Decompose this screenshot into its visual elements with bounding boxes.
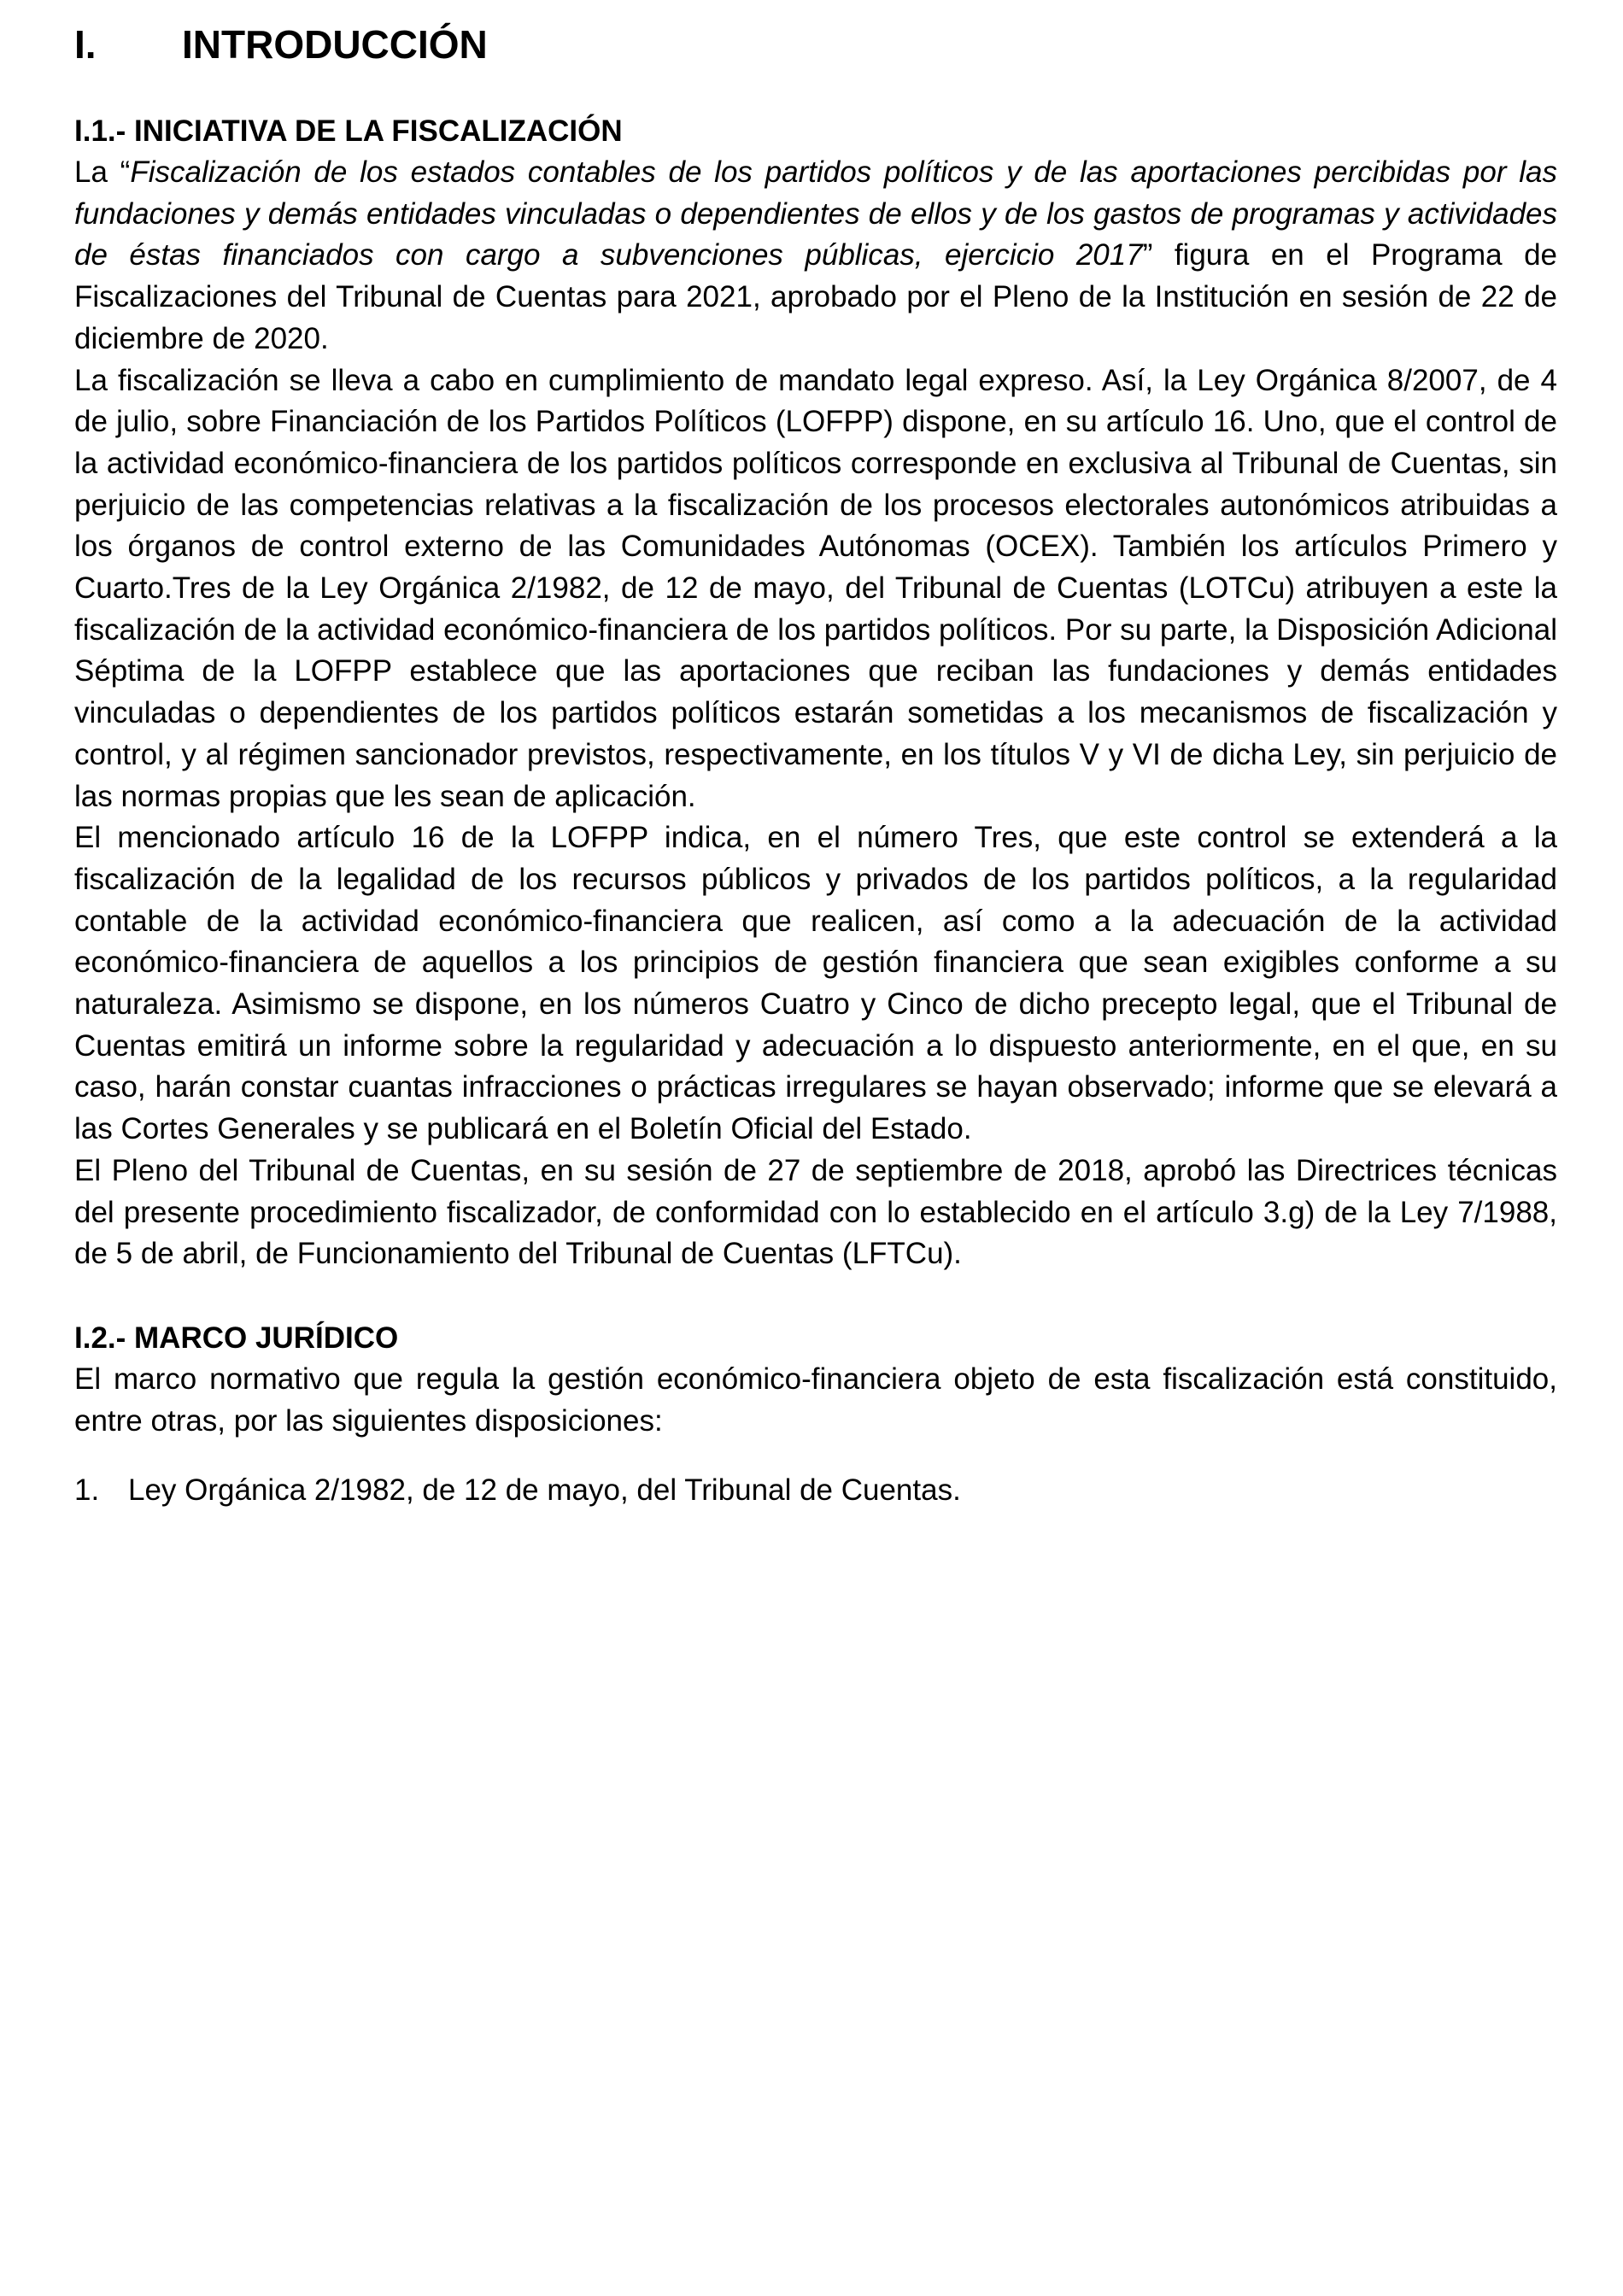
paragraph-prefix: La “: [74, 155, 131, 189]
paragraph-mandato-legal: La fiscalización se lleva a cabo en cumplimiento de mandato legal expreso. Así, la Ley Orgánica 8/2007, de 4 de julio, sobre Financiación de los Partidos Políticos (LOFPP) dispone, en su artículo 16. Uno, que el control de la actividad económico-financiera de los partidos políticos corresponde en exclusiva al Tribunal de Cuentas, sin perjuicio de las competencias relativas a la fiscalización de los procesos electorales autonómicos atribuidas a los órganos de control externo de las Comunidades Autónomas (OCEX). También los artículos Primero y Cuarto.Tres de la Ley Orgánica 2/1982, de 12 de mayo, del Tribunal de Cuentas (LOTCu) atribuyen a este la fiscalización de la actividad económico-financiera de los partidos políticos. Por su parte, la Disposición Adicional Séptima de la LOFPP establece que las aportaciones que reciban las fundaciones y demás entidades vinculadas o dependientes de los partidos políticos estarán sometidas a los mecanismos de fiscalización y control, y al régimen sancionador previstos, respectivamente, en los títulos V y VI de dicha Ley, sin perjuicio de las normas propias que les sean de aplicación.: [74, 363, 1557, 813]
chapter-title-text: INTRODUCCIÓN: [182, 22, 488, 67]
chapter-title: [74, 19, 1557, 70]
paragraph-directrices: El Pleno del Tribunal de Cuentas, en su sesión de 27 de septiembre de 2018, aprobó las Directrices técnicas del presente procedimiento fiscalizador, de conformidad con lo establecido en el artículo 3.g) de la Ley 7/1988, de 5 de abril, de Funcionamiento del Tribunal de Cuentas (LFTCu).: [74, 1153, 1557, 1271]
list-item-number: 1.: [74, 1473, 100, 1508]
disposiciones-list: [74, 1470, 1557, 1512]
fiscalization-title-italic: Fiscalización de los estados contables de los partidos políticos y de las aportaciones percibidas por las fundaciones y demás entidades vinculadas o dependientes de ellos y de los gastos de programas y actividades de éstas financiados con cargo a subvenciones públicas, ejercicio 2017: [74, 155, 1558, 272]
paragraph-marco-normativo: El marco normativo que regula la gestión económico-financiera objeto de esta fiscalización está constituido, entre otras, por las siguientes disposiciones:: [74, 1362, 1557, 1438]
section-heading-marco-juridico: I.2.- MARCO JURÍDICO: [74, 1321, 399, 1355]
paragraph-iniciativa: [74, 152, 1557, 360]
paragraph-articulo-16: El mencionado artículo 16 de la LOFPP indica, en el número Tres, que este control se extenderá a la fiscalización de la legalidad de los recursos públicos y privados de los partidos políticos, a la regularidad contable de la actividad económico-financiera que realicen, así como a la adecuación de la actividad económico-financiera de aquellos a los principios de gestión financiera que sean exigibles conforme a su naturaleza. Asimismo se dispone, en los números Cuatro y Cinco de dicho precepto legal, que el Tribunal de Cuentas emitirá un informe sobre la regularidad y adecuación a lo dispuesto anteriormente, en el que, en su caso, harán constar cuantas infracciones o prácticas irregulares se hayan observado; informe que se elevará a las Cortes Generales y se publicará en el Boletín Oficial del Estado.: [74, 821, 1557, 1146]
paragraph-suffix: ” figura en el Programa de Fiscalizaciones del Tribunal de Cuentas para 2021, aprobado por el Pleno de la Institución en sesión de 22 de diciembre de 2020.: [74, 238, 1558, 355]
list-item: [74, 1470, 1557, 1512]
section-heading-iniciativa: I.1.- INICIATIVA DE LA FISCALIZACIÓN: [74, 114, 623, 148]
document-page: [74, 19, 1557, 1512]
list-item-text: Ley Orgánica 2/1982, de 12 de mayo, del Tribunal de Cuentas.: [128, 1473, 961, 1508]
chapter-number: I.: [74, 22, 97, 67]
